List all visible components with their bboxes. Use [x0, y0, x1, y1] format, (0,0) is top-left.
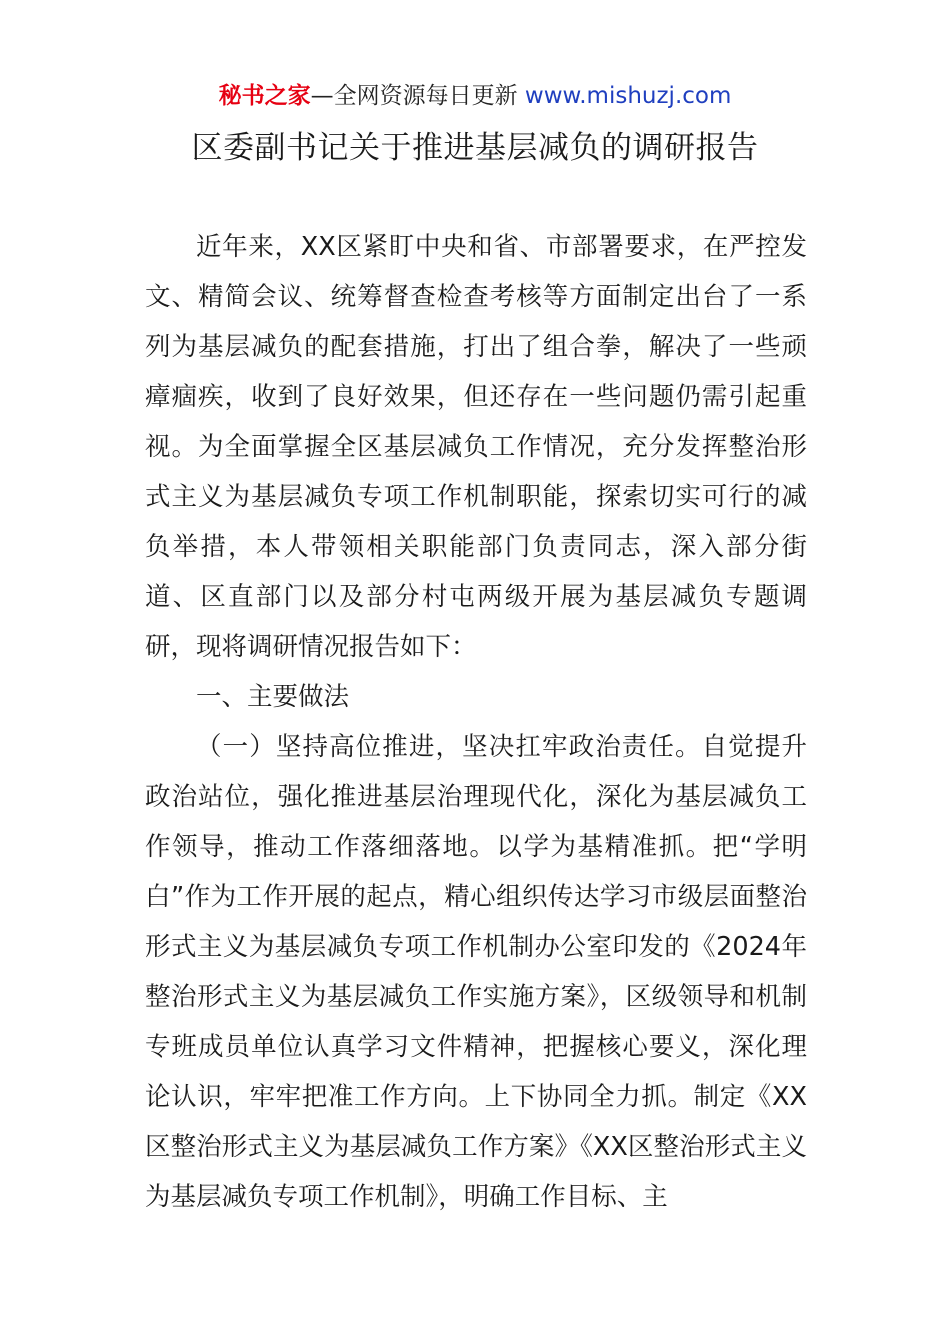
- intro-paragraph: 近年来，XX区紧盯中央和省、市部署要求，在严控发文、精简会议、统筹督查检查考核等方面制定出台了一系列为基层减负的配套措施，打出了组合拳，解决了一些顽瘴痼疾，收到了良好效果，但还存在一些问题仍需引起重视。为全面掌握全区基层减负工作情况，充分发挥整治形式主义为基层减负专项工作机制职能，探索切实可行的减负举措，本人带领相关职能部门负责同志，深入部分街道、区直部门以及部分村屯两级开展为基层减负专题调研，现将调研情况报告如下：: [145, 232, 807, 662]
- site-url-link[interactable]: www.mishuzj.com: [524, 83, 732, 109]
- site-header: [0, 78, 950, 114]
- body-paragraph: （一）坚持高位推进，坚决扛牢政治责任。自觉提升政治站位，强化推进基层治理现代化，深化为基层减负工作领导，推动工作落细落地。以学为基精准抓。把“学明白”作为工作开展的起点，精心组织传达学习市级层面整治形式主义为基层减负专项工作机制办公室印发的《2024年整治形式主义为基层减负工作实施方案》，区级领导和机制专班成员单位认真学习文件精神，把握核心要义，深化理论认识，牢牢把准工作方向。上下协同全力抓。制定《XX区整治形式主义为基层减负工作方案》《XX区整治形式主义为基层减负专项工作机制》，明确工作目标、主: [145, 732, 807, 1212]
- section-heading: 一、主要做法: [196, 682, 350, 712]
- brand-name: 秘书之家: [218, 83, 311, 109]
- header-slogan: —全网资源每日更新: [310, 83, 518, 109]
- document-body: [145, 222, 807, 1222]
- document-title: 区委副书记关于推进基层减负的调研报告: [191, 130, 759, 166]
